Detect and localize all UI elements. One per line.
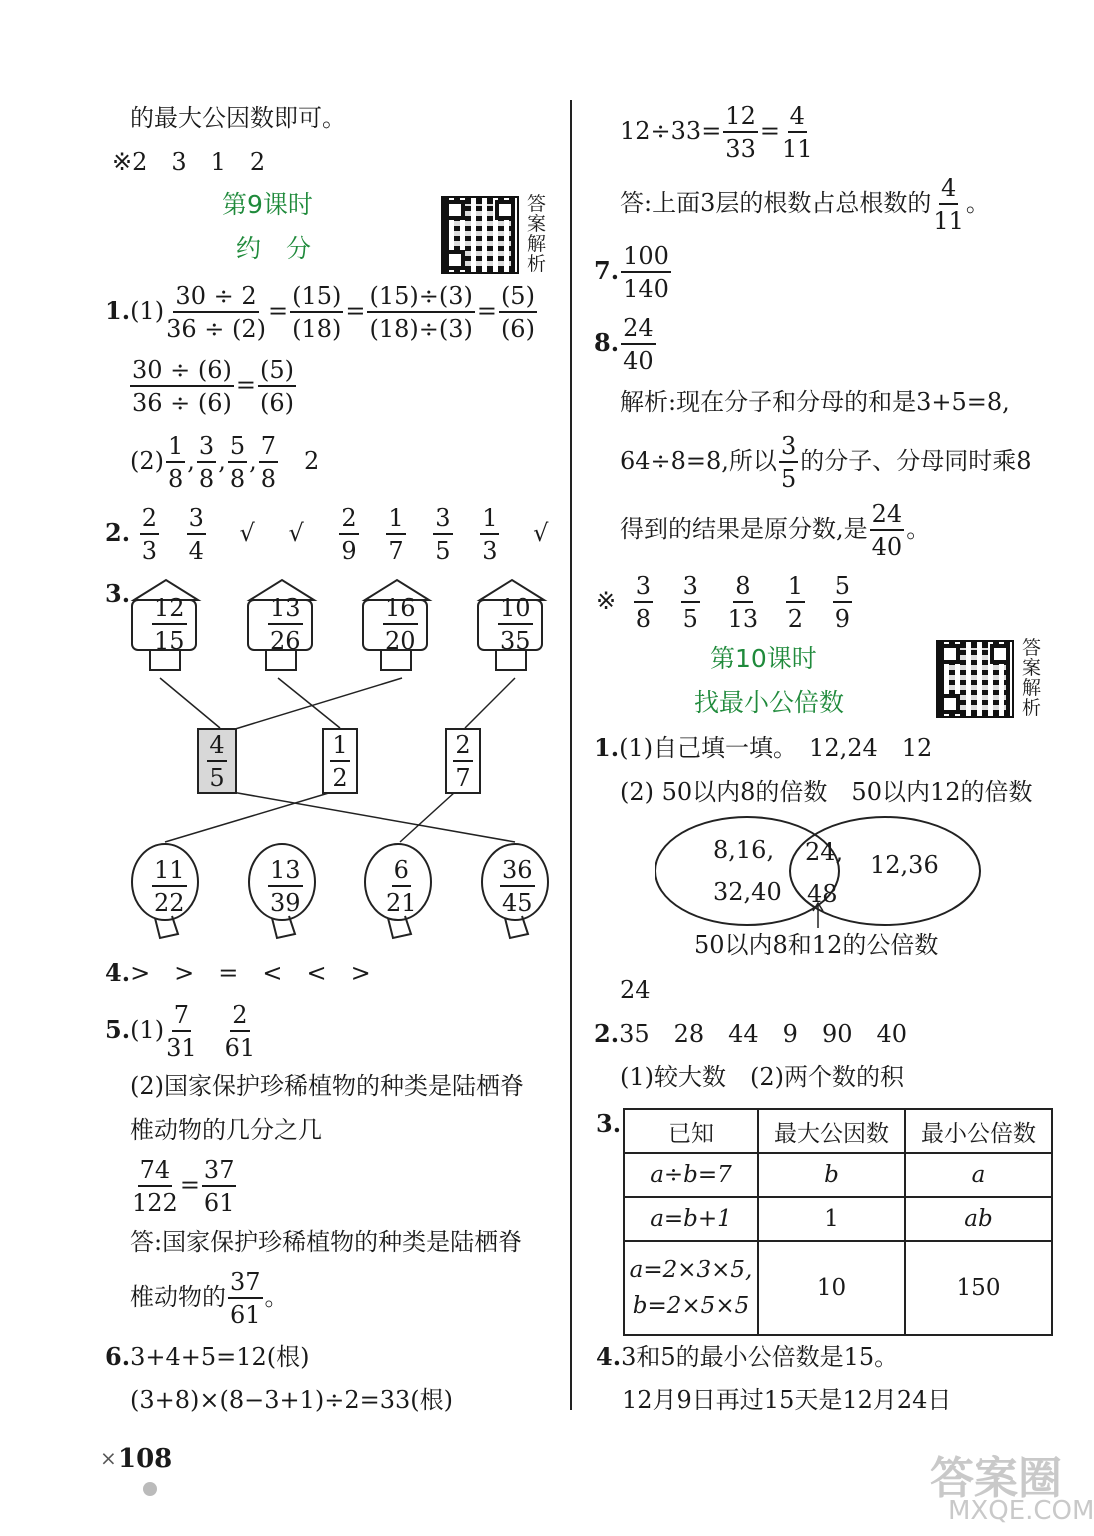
r-q1-answer: 24	[620, 976, 651, 1004]
venn-right: 12,36	[870, 851, 939, 879]
q1-block: 1.(1) $\frac{30 \div 2}{36 \div (2)}$ = $\frac{(15)}{(18)}$ = $\frac{(15)\div(3)}{(18)\div(3)}$ = $\frac{(5)}{(6)}$	[105, 282, 535, 343]
table-cell: ab	[905, 1197, 1052, 1241]
q3-number: 3.	[105, 579, 131, 608]
r-q1-line2: (2) 50以内8的倍数 50以内12的倍数	[620, 778, 1033, 806]
question-number: 1.	[105, 296, 131, 325]
r-q8-explain-3: 得到的结果是原分数,是 $\frac{24}{40}$ 。	[620, 500, 931, 561]
r-q3-number: 3.	[596, 1109, 622, 1138]
table-header: 最大公因数	[758, 1109, 905, 1153]
lantern-3: $\frac{6}{21}$	[386, 856, 417, 917]
qr-label: 答案解析	[1022, 637, 1042, 719]
q1-part2: (2) $\frac{1}{8}$ , $\frac{3}{8}$ , $\frac{5}{8}$ , $\frac{7}{8}$ 2	[130, 432, 320, 493]
q6-line1: 6.3+4+5=12(根)	[105, 1342, 310, 1371]
table-cell: a=b+1	[624, 1197, 758, 1241]
lesson-9-subtitle: 约 分	[236, 234, 312, 263]
lesson-9-title: 第9课时	[222, 190, 313, 219]
q5-part1: 5.(1) $\frac{7}{31}$ $\frac{2}{61}$	[105, 1001, 256, 1062]
gcd-lcm-table	[623, 1108, 1053, 1336]
qr-code-icon	[441, 196, 519, 274]
venn-mid-1: 24,	[805, 838, 844, 866]
lamp-3: $\frac{16}{20}$	[385, 594, 416, 655]
q5-calc: $\frac{74}{122}$ = $\frac{37}{61}$	[132, 1156, 235, 1217]
lesson-10-title: 第10课时	[710, 644, 817, 673]
q6-line2: (3+8)×(8−3+1)÷2=33(根)	[130, 1386, 453, 1414]
lantern-4: $\frac{36}{45}$	[502, 856, 533, 917]
page-dot-icon	[143, 1482, 157, 1496]
lamp-4: $\frac{10}{35}$	[500, 594, 531, 655]
q2-block: 2. $\frac{2}{3}$ $\frac{3}{4}$ √ √ $\frac{2}{9}$ $\frac{1}{7}$ $\frac{3}{5}$ $\frac{1}{3}$ √	[105, 504, 549, 565]
venn-left-2: 32,40	[713, 878, 782, 906]
r-q4-line1: 4.3和5的最小公倍数是15。	[596, 1342, 899, 1371]
continued-line: 的最大公因数即可。	[130, 104, 346, 132]
table-cell: b	[758, 1153, 905, 1197]
table-cell: 150	[905, 1241, 1052, 1335]
r-answer-line: 答:上面3层的根数占总根数的 $\frac{4}{11}$ 。	[620, 174, 990, 235]
r-q8-explain-1: 解析:现在分子和分母的和是3+5=8,	[620, 388, 1010, 416]
table-cell: 10	[758, 1241, 905, 1335]
column-divider	[570, 100, 572, 1410]
r-q2-line1: 2.35 28 44 9 90 40	[594, 1019, 908, 1048]
table-cell: a=2×3×5, b=2×5×5	[624, 1241, 758, 1335]
r-q2-line2: (1)较大数 (2)两个数的积	[620, 1063, 904, 1091]
r-q8: 8. $\frac{24}{40}$	[594, 314, 654, 375]
watermark-url: MXQE.COM	[948, 1496, 1094, 1526]
r-q8-explain-2: 64÷8=8,所以 $\frac{3}{5}$ 的分子、分母同时乘8	[620, 432, 1032, 493]
q5-answer-2: 椎动物的 $\frac{37}{61}$ 。	[130, 1268, 289, 1329]
venn-left-1: 8,16,	[713, 836, 775, 864]
lantern-1: $\frac{11}{22}$	[154, 856, 185, 917]
venn-mid-2: 48	[807, 880, 838, 908]
page-marker-icon: ⨯	[100, 1446, 117, 1470]
watermark-logo: 答案圈	[930, 1453, 1062, 1504]
star-answer: ※2 3 1 2	[112, 148, 266, 176]
table-header: 已知	[624, 1109, 758, 1153]
qr-label: 答案解析	[527, 193, 547, 275]
r-calc-line: 12÷33= $\frac{12}{33}$ = $\frac{4}{11}$	[620, 102, 813, 163]
table-cell: a÷b=7	[624, 1153, 758, 1197]
r-q1-line1: 1.(1)自己填一填。 12,24 12	[594, 733, 933, 762]
table-header: 最小公倍数	[905, 1109, 1052, 1153]
q5-answer-1: 答:国家保护珍稀植物的种类是陆栖脊	[130, 1228, 523, 1256]
table-cell: 1	[758, 1197, 905, 1241]
lesson-10-subtitle: 找最小公倍数	[694, 688, 845, 717]
lamp-1: $\frac{12}{15}$	[154, 594, 185, 655]
lantern-2: $\frac{13}{39}$	[270, 856, 301, 917]
lamp-2: $\frac{13}{26}$	[270, 594, 301, 655]
card-3: $\frac{2}{7}$	[445, 728, 481, 794]
card-1: $\frac{4}{5}$	[197, 728, 237, 794]
venn-caption: 50以内8和12的公倍数	[694, 931, 939, 959]
r-star-answers: ※ $\frac{3}{8}$ $\frac{3}{5}$ $\frac{8}{13}$ $\frac{1}{2}$ $\frac{5}{9}$	[596, 572, 850, 633]
q4-line: 4.> > = < < >	[105, 958, 371, 987]
q5-line2: (2)国家保护珍稀植物的种类是陆栖脊	[130, 1072, 524, 1100]
page-number: 108	[118, 1444, 173, 1474]
qr-code-icon	[936, 640, 1014, 718]
q1-line2: $\frac{30 \div (6)}{36 \div (6)}$ = $\frac{(5)}{(6)}$	[132, 356, 295, 417]
r-q4-line2: 12月9日再过15天是12月24日	[622, 1386, 952, 1414]
table-cell: a	[905, 1153, 1052, 1197]
q5-line3: 椎动物的几分之几	[130, 1116, 322, 1144]
card-2: $\frac{1}{2}$	[322, 728, 358, 794]
r-q7: 7. $\frac{100}{140}$	[594, 242, 669, 303]
